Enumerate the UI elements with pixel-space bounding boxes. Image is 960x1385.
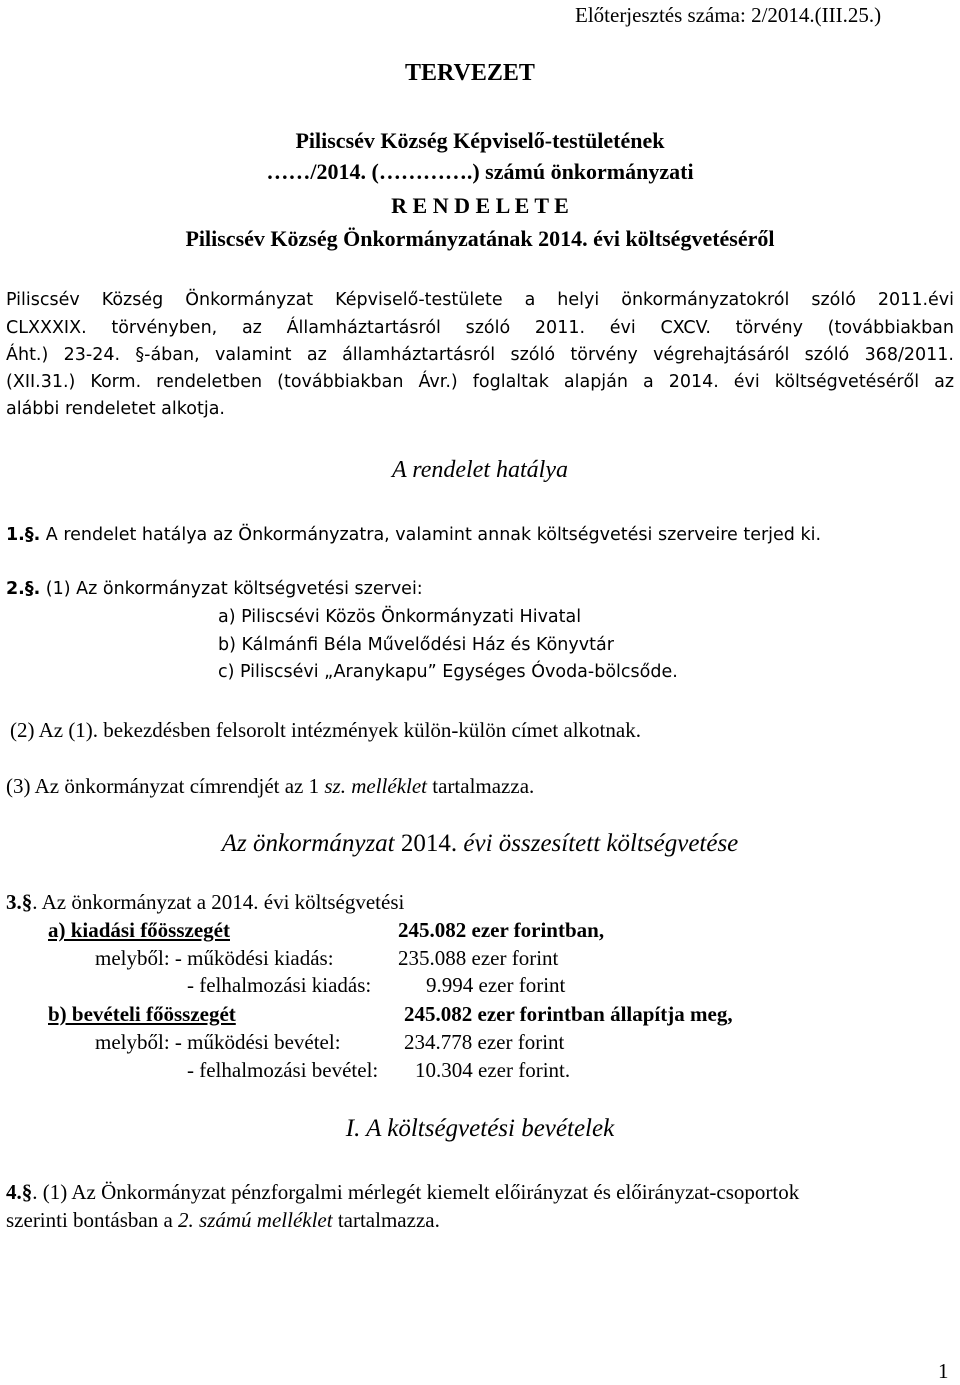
paragraph-number: 2.§.: [6, 579, 41, 599]
revenue-total-label: b) bevételi főösszegét: [48, 1002, 236, 1026]
list-item: b) Kálmánfi Béla Művelődési Ház és Könyvtár: [218, 635, 614, 655]
capital-revenue-label: - felhalmozási bevétel:: [187, 1058, 379, 1082]
page-number: 1: [938, 1359, 949, 1383]
paragraph-number: 4.§: [6, 1180, 33, 1204]
paragraph-4: [6, 1180, 799, 1205]
paragraph-2-3: [6, 774, 534, 799]
section-heading-budget: [0, 830, 960, 858]
preamble-line: (XII.31.) Korm. rendeletben (továbbiakban Ávr.) foglaltak alapján a 2014. évi költségvetéséről az: [6, 372, 954, 392]
capital-expenditure-value: 9.994 ezer forint: [426, 973, 566, 997]
paragraph-2: [6, 579, 423, 599]
title-subject: Piliscsév Község Önkormányzatának 2014. évi költségvetéséről: [185, 226, 775, 251]
operating-expenditure-value: 235.088 ezer forint: [398, 946, 559, 970]
preamble-line: CLXXXIX. törvényben, az Államháztartásról szóló 2011. évi CXCV. törvény (továbbiakban: [6, 318, 954, 338]
paragraph-text: tartalmazza.: [332, 1208, 440, 1232]
paragraph-1: [6, 525, 821, 545]
paragraph-text: . Az önkormányzat a 2014. évi költségvetési: [32, 890, 405, 914]
paragraph-3: [6, 890, 404, 915]
preamble-line: Piliscsév Község Önkormányzat Képviselő-testülete a helyi önkormányzatokról szóló 2011.évi: [6, 290, 954, 310]
heading-part: évi összesített költségvetése: [457, 830, 739, 857]
title-number: ……/2014. (………….) számú önkormányzati: [266, 159, 694, 184]
revenue-total-value: 245.082 ezer forintban állapítja meg,: [404, 1002, 733, 1026]
title-council: Piliscsév Község Képviselő-testületének: [295, 128, 665, 153]
operating-revenue-value: 234.778 ezer forint: [404, 1030, 565, 1054]
title-decree: R E N D E L E T E: [391, 193, 569, 218]
paragraph-text: (1) Az önkormányzat költségvetési szervei:: [40, 579, 423, 599]
capital-expenditure-label: - felhalmozási kiadás:: [187, 973, 372, 997]
capital-revenue-value: 10.304 ezer forint.: [415, 1058, 571, 1082]
paragraph-4-line-2: [6, 1208, 440, 1233]
paragraph-number: 3.§: [6, 890, 33, 914]
preamble-line: alábbi rendeletet alkotja.: [6, 399, 225, 419]
submission-number: Előterjesztés száma: 2/2014.(III.25.): [575, 3, 882, 27]
paragraph-text: . (1) Az Önkormányzat pénzforgalmi mérlegét kiemelt előirányzat és előirányzat-csoportok: [32, 1180, 800, 1204]
heading-part: Az önkormányzat: [221, 830, 401, 857]
heading-year: 2014.: [400, 830, 458, 857]
expenditure-total-label: a) kiadási főösszegét: [48, 918, 230, 942]
section-heading-revenues: I. A költségvetési bevételek: [345, 1115, 615, 1142]
paragraph-2-2: (2) Az (1). bekezdésben felsorolt intézmények külön-külön címet alkotnak.: [10, 718, 641, 742]
draft-label: TERVEZET: [405, 60, 535, 86]
operating-revenue-label: melyből: - működési bevétel:: [95, 1030, 341, 1054]
paragraph-text: (3) Az önkormányzat címrendjét az 1: [6, 774, 325, 798]
annex-reference: 2. számú melléklet: [178, 1208, 333, 1232]
paragraph-number: 1.§.: [6, 525, 41, 545]
list-item: a) Piliscsévi Közös Önkormányzati Hivatal: [218, 607, 582, 627]
paragraph-text: tartalmazza.: [427, 774, 535, 798]
operating-expenditure-label: melyből: - működési kiadás:: [95, 946, 334, 970]
preamble-line: Áht.) 23-24. §-ában, valamint az államháztartásról szóló törvény végrehajtásáról szóló 368/2011.: [6, 345, 954, 365]
section-heading-scope: A rendelet hatálya: [392, 457, 568, 483]
paragraph-text: szerinti bontásban a: [6, 1208, 179, 1232]
expenditure-total-value: 245.082 ezer forintban,: [398, 918, 605, 942]
paragraph-text: A rendelet hatálya az Önkormányzatra, valamint annak költségvetési szerveire terjed ki.: [40, 525, 822, 545]
list-item: c) Piliscsévi „Aranykapu” Egységes Óvoda-bölcsőde.: [218, 662, 678, 682]
annex-reference: sz. melléklet: [324, 774, 428, 798]
